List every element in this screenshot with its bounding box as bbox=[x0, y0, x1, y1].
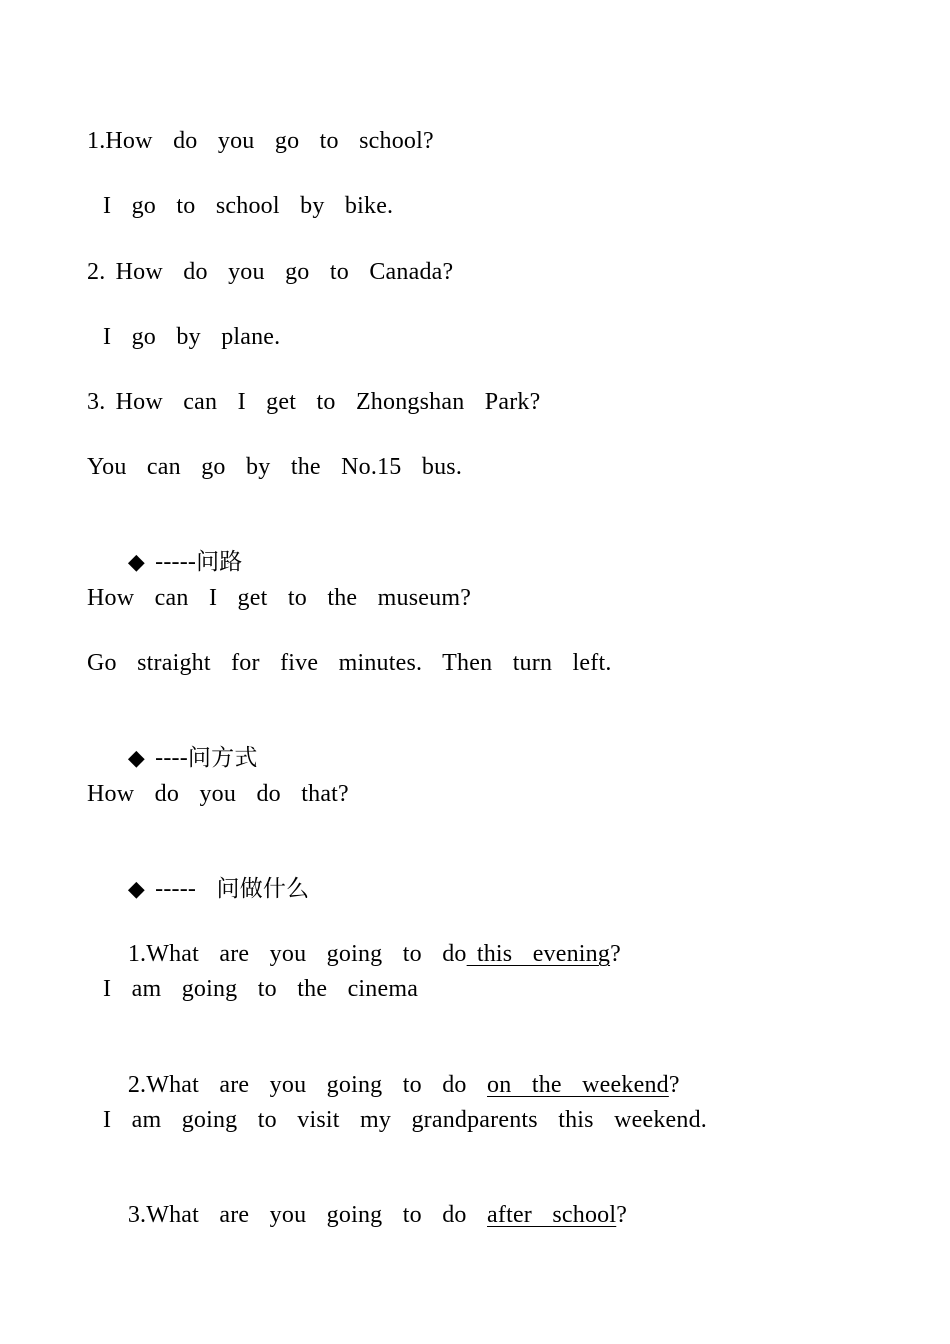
diamond-bullet-icon: ◆ bbox=[127, 746, 145, 771]
answer-cinema: I am going to the cinema bbox=[103, 976, 419, 1002]
underlined-phrase: on the weekend bbox=[487, 1072, 669, 1098]
section-dashes: ----- bbox=[155, 876, 197, 902]
question-mark: ? bbox=[668, 1072, 680, 1098]
question-after-school bbox=[87, 1170, 627, 1260]
answer-2-by-plane: I go by plane. bbox=[103, 324, 281, 350]
question-text: 2.What are you going to do bbox=[127, 1072, 488, 1098]
question-mark: ? bbox=[616, 1202, 628, 1228]
underlined-phrase: after school bbox=[487, 1202, 617, 1228]
answer-1-by-bike: I go to school by bike. bbox=[103, 193, 394, 219]
question-3-zhongshan-park: 3. How can I get to Zhongshan Park? bbox=[87, 389, 541, 415]
section-dashes: ----- bbox=[155, 549, 197, 575]
answer-3-bus: You can go by the No.15 bus. bbox=[87, 454, 463, 480]
question-text: 3.What are you going to do bbox=[127, 1202, 488, 1228]
question-2-go-to-canada: 2. How do you go to Canada? bbox=[87, 259, 454, 285]
section-dashes: ---- bbox=[155, 745, 188, 771]
section-label: 问路 bbox=[196, 549, 243, 575]
diamond-bullet-icon: ◆ bbox=[127, 877, 145, 902]
answer-grandparents: I am going to visit my grandparents this weekend. bbox=[103, 1107, 707, 1133]
question-do-that: How do you do that? bbox=[87, 781, 349, 807]
question-text: 1.What are you going to do bbox=[127, 941, 467, 967]
question-museum: How can I get to the museum? bbox=[87, 585, 472, 611]
question-1-go-to-school: 1.How do you go to school? bbox=[87, 128, 434, 154]
section-label: 问方式 bbox=[187, 745, 258, 771]
answer-museum: Go straight for five minutes. Then turn left. bbox=[87, 650, 612, 676]
diamond-bullet-icon: ◆ bbox=[127, 550, 145, 575]
section-label: 问做什么 bbox=[216, 876, 310, 902]
question-mark: ? bbox=[610, 941, 621, 967]
underlined-phrase: this evening bbox=[466, 941, 611, 967]
